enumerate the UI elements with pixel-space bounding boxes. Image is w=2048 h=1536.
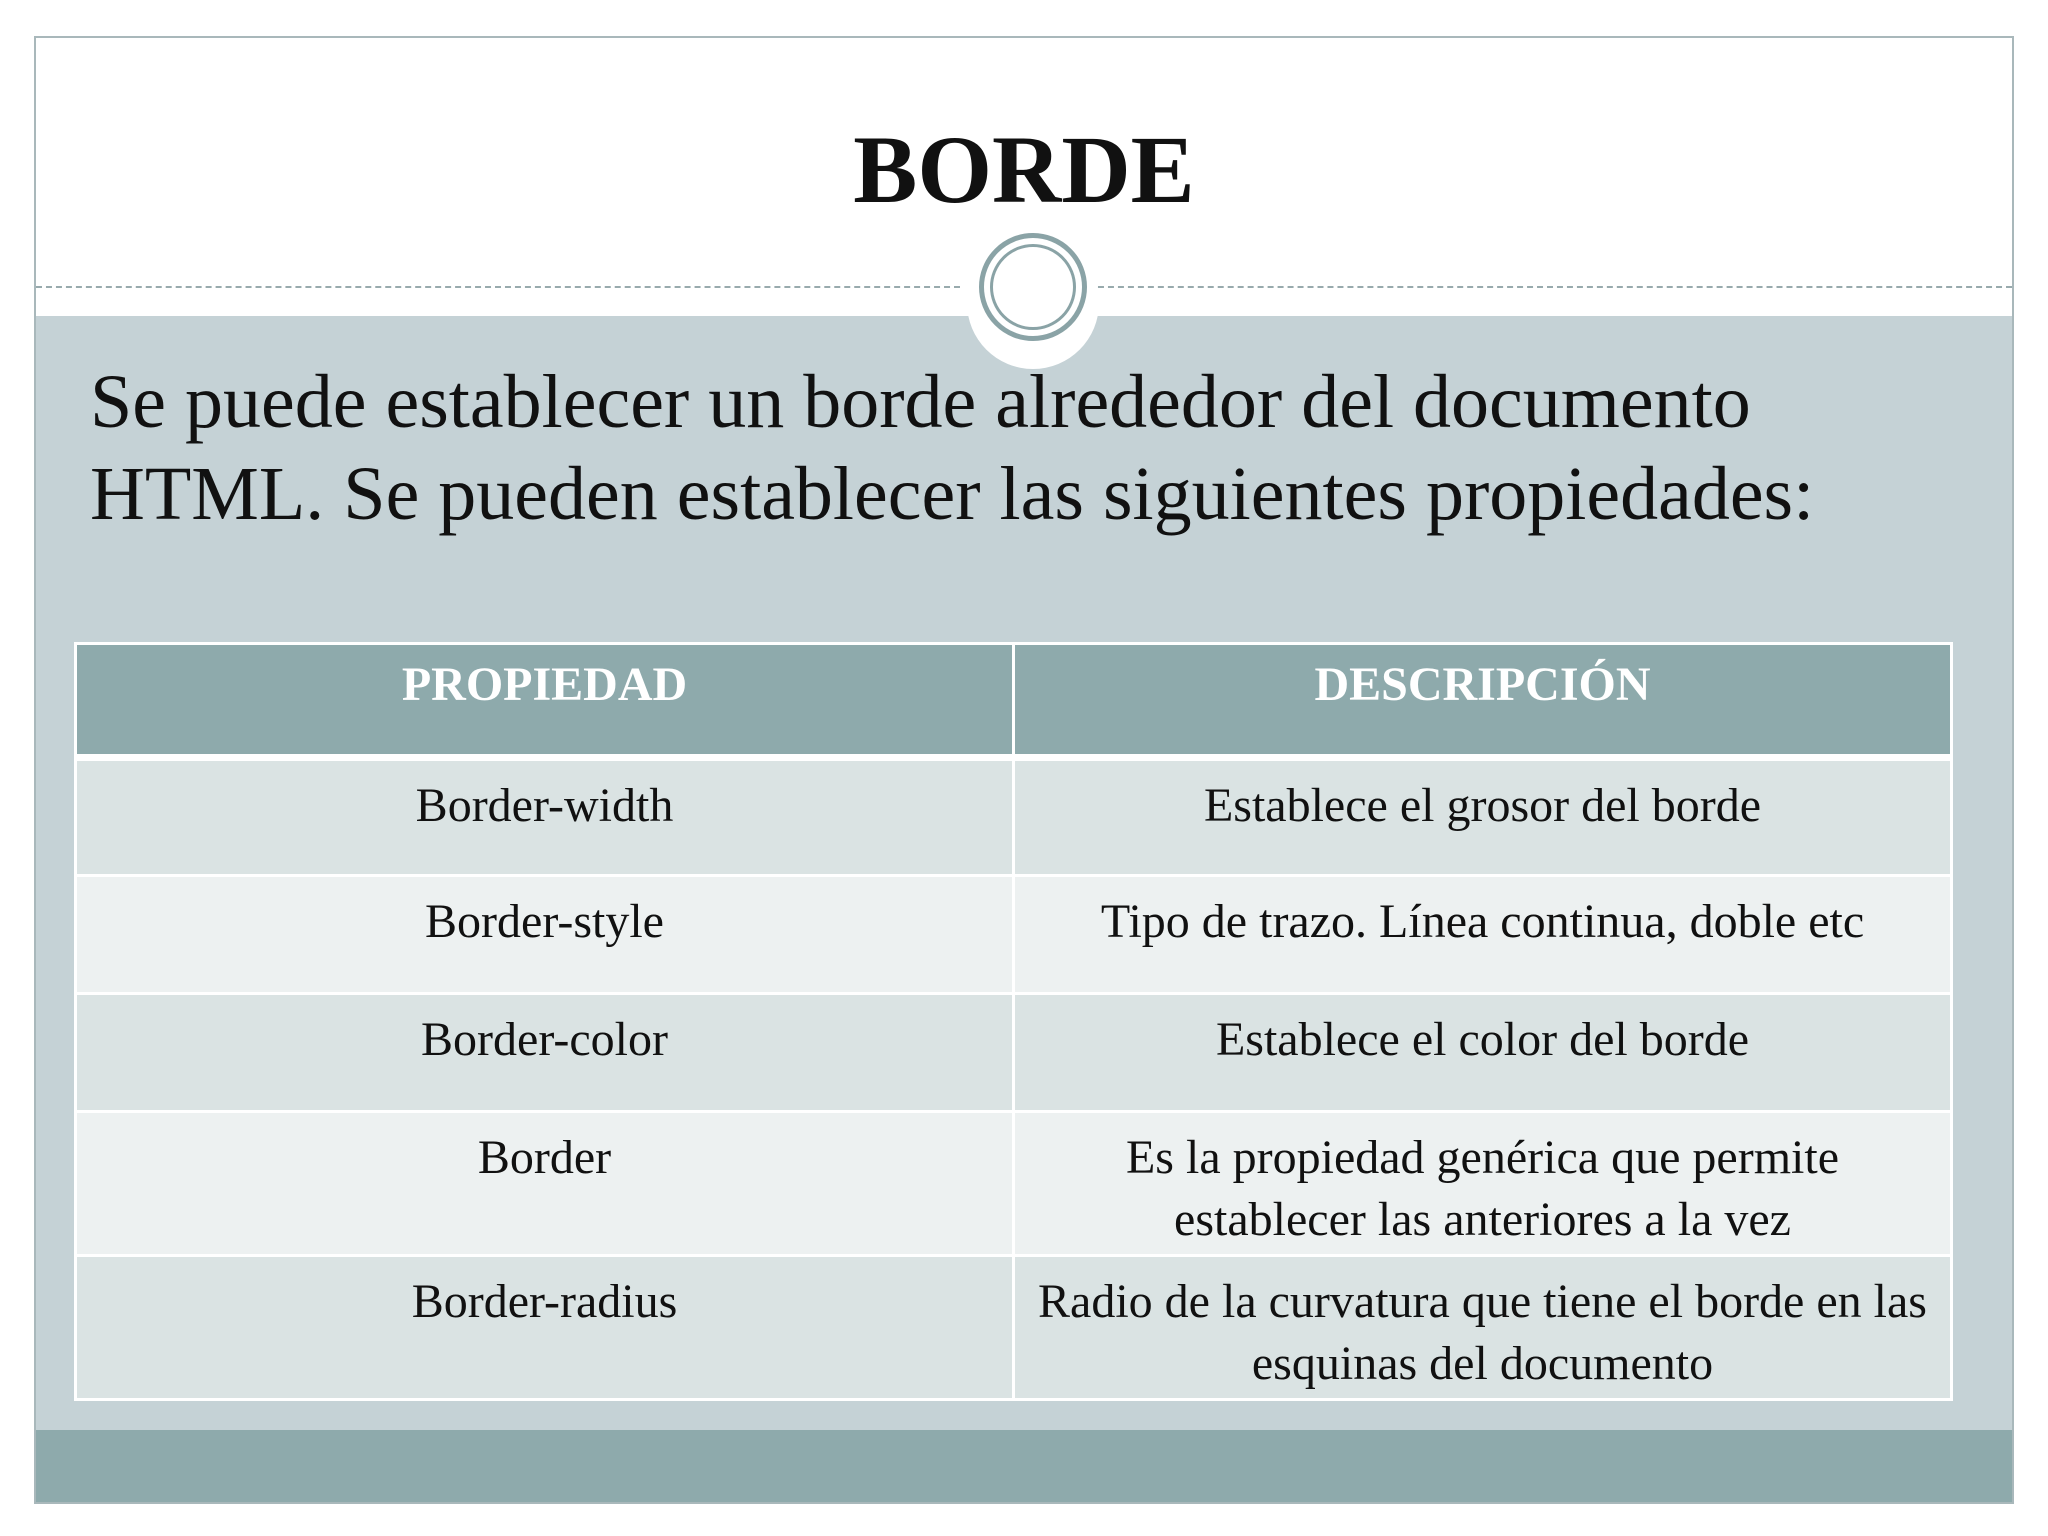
cell-property: Border-radius: [76, 1256, 1014, 1400]
table-row: [76, 1256, 1952, 1400]
cell-property: Border-color: [76, 994, 1014, 1112]
cell-property: Border-style: [76, 876, 1014, 994]
footer-band: [36, 1430, 2012, 1502]
cell-description: Es la propiedad genérica que permite establecer las anteriores a la vez: [1014, 1112, 1952, 1256]
header-property: PROPIEDAD: [76, 644, 1014, 758]
cell-property: Border: [76, 1112, 1014, 1256]
intro-text: Se puede establecer un borde alrededor del documento HTML. Se pueden establecer las siguientes propiedades:: [90, 360, 1815, 536]
header-divider-left: [36, 286, 960, 288]
header-description: DESCRIPCIÓN: [1014, 644, 1952, 758]
header-divider-right: [1088, 286, 2012, 288]
table-row: [76, 1112, 1952, 1256]
cell-description: Radio de la curvatura que tiene el borde en las esquinas del documento: [1014, 1256, 1952, 1400]
cell-description: Tipo de trazo. Línea continua, doble etc: [1014, 876, 1952, 994]
cell-description: Establece el grosor del borde: [1014, 758, 1952, 876]
table-row: [76, 994, 1952, 1112]
table-row: [76, 876, 1952, 994]
slide-title: BORDE: [853, 116, 1195, 223]
cell-description: Establece el color del borde: [1014, 994, 1952, 1112]
slide: [34, 36, 2014, 1504]
properties-table: [74, 642, 1953, 1401]
table-row: [76, 758, 1952, 876]
double-ring-icon: [979, 233, 1087, 341]
table-header-row: [76, 644, 1952, 758]
cell-property: Border-width: [76, 758, 1014, 876]
